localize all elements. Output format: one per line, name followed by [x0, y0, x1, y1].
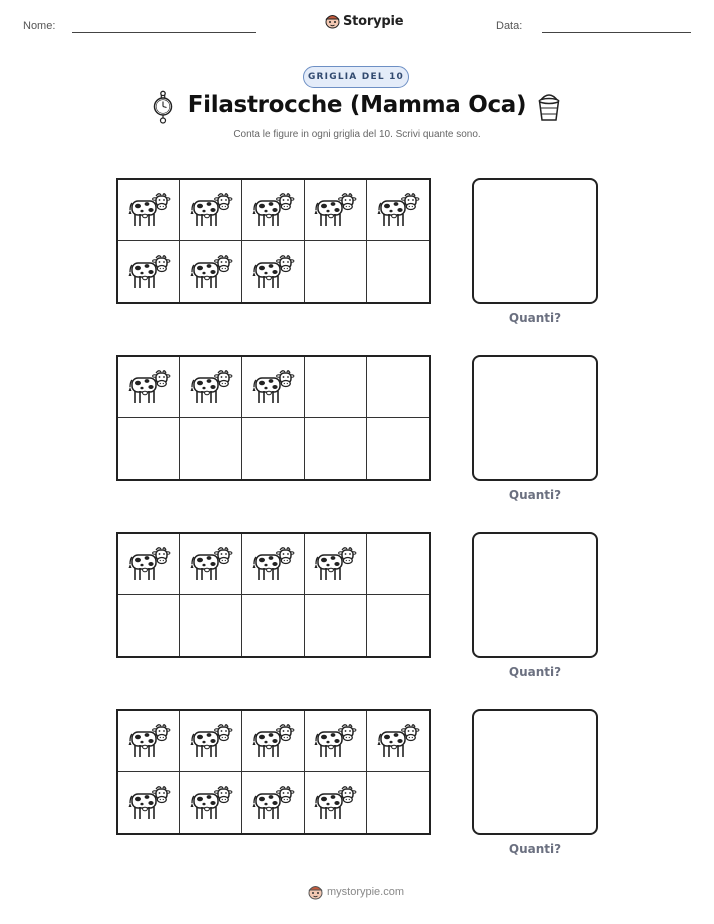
ten-frame-cell — [305, 595, 367, 656]
ten-frame-cell — [367, 180, 429, 241]
cow-icon — [188, 782, 234, 824]
cow-icon — [312, 189, 358, 231]
ten-frame-cell — [305, 711, 367, 772]
footer — [308, 884, 404, 900]
answer-box-2[interactable] — [472, 355, 598, 481]
ten-frame-cell — [118, 772, 180, 833]
cow-icon — [250, 366, 296, 408]
ten-frame-cell — [118, 357, 180, 418]
ten-frame-cell — [305, 534, 367, 595]
ten-frame-cell — [367, 534, 429, 595]
cow-icon — [126, 189, 172, 231]
cow-icon — [126, 366, 172, 408]
ten-frame-cell — [242, 711, 304, 772]
ten-frame-2 — [116, 355, 431, 481]
cow-icon — [375, 720, 421, 762]
ten-frame-cell — [367, 595, 429, 656]
brand-name: Storypie — [343, 13, 404, 29]
ten-frame-cell — [242, 772, 304, 833]
brand-logo — [325, 13, 403, 29]
ten-frame-cell — [242, 241, 304, 302]
cow-icon — [312, 720, 358, 762]
cow-icon — [250, 720, 296, 762]
ten-frame-cell — [305, 180, 367, 241]
ten-frame-cell — [180, 241, 242, 302]
ten-frame-cell — [118, 595, 180, 656]
cow-icon — [126, 543, 172, 585]
cow-icon — [126, 782, 172, 824]
ten-frame-cell — [118, 711, 180, 772]
page-title: Filastrocche (Mamma Oca) — [187, 92, 527, 118]
answer-box-1[interactable] — [472, 178, 598, 304]
ten-frame-cell — [180, 180, 242, 241]
cow-icon — [312, 543, 358, 585]
ten-frame-1 — [116, 178, 431, 304]
ten-frame-cell — [242, 534, 304, 595]
cow-icon — [188, 189, 234, 231]
cow-icon — [375, 189, 421, 231]
date-label: Data: — [496, 20, 523, 32]
ten-frame-cell — [367, 711, 429, 772]
ten-frame-cell — [242, 418, 304, 479]
ten-frame-cell — [180, 711, 242, 772]
ten-frame-cell — [367, 418, 429, 479]
ten-frame-cell — [367, 772, 429, 833]
ten-frame-cell — [367, 241, 429, 302]
name-label: Nome: — [23, 20, 56, 32]
storypie-mascot-icon — [325, 13, 340, 29]
storypie-mascot-icon — [308, 884, 323, 900]
answer-label-4: Quanti? — [508, 842, 562, 856]
cow-icon — [126, 251, 172, 293]
cow-icon — [250, 251, 296, 293]
worksheet-badge: GRIGLIA DEL 10 — [303, 66, 409, 88]
ten-frame-3 — [116, 532, 431, 658]
name-line[interactable] — [72, 32, 256, 33]
cow-icon — [126, 720, 172, 762]
cow-icon — [188, 251, 234, 293]
answer-label-3: Quanti? — [508, 665, 562, 679]
ten-frame-cell — [180, 534, 242, 595]
cow-icon — [312, 782, 358, 824]
ten-frame-cell — [118, 534, 180, 595]
ten-frame-cell — [242, 595, 304, 656]
cow-icon — [188, 543, 234, 585]
cow-icon — [188, 720, 234, 762]
instructions: Conta le figure in ogni griglia del 10. Scrivi quante sono. — [233, 129, 481, 140]
date-line[interactable] — [542, 32, 691, 33]
ten-frame-cell — [305, 357, 367, 418]
ten-frame-cell — [118, 241, 180, 302]
ten-frame-cell — [242, 180, 304, 241]
ten-frame-cell — [180, 357, 242, 418]
ten-frame-cell — [305, 241, 367, 302]
answer-label-1: Quanti? — [508, 311, 562, 325]
cow-icon — [188, 366, 234, 408]
ten-frame-cell — [305, 418, 367, 479]
bucket-icon — [536, 91, 562, 123]
ten-frame-cell — [180, 418, 242, 479]
ten-frame-4 — [116, 709, 431, 835]
ten-frame-cell — [118, 180, 180, 241]
ten-frame-cell — [180, 595, 242, 656]
cow-icon — [250, 189, 296, 231]
answer-label-2: Quanti? — [508, 488, 562, 502]
ten-frame-cell — [305, 772, 367, 833]
ten-frame-cell — [242, 357, 304, 418]
ten-frame-cell — [118, 418, 180, 479]
cow-icon — [250, 782, 296, 824]
footer-url: mystorypie.com — [327, 886, 405, 898]
answer-box-3[interactable] — [472, 532, 598, 658]
answer-box-4[interactable] — [472, 709, 598, 835]
cow-icon — [250, 543, 296, 585]
ten-frame-cell — [367, 357, 429, 418]
ten-frame-cell — [180, 772, 242, 833]
